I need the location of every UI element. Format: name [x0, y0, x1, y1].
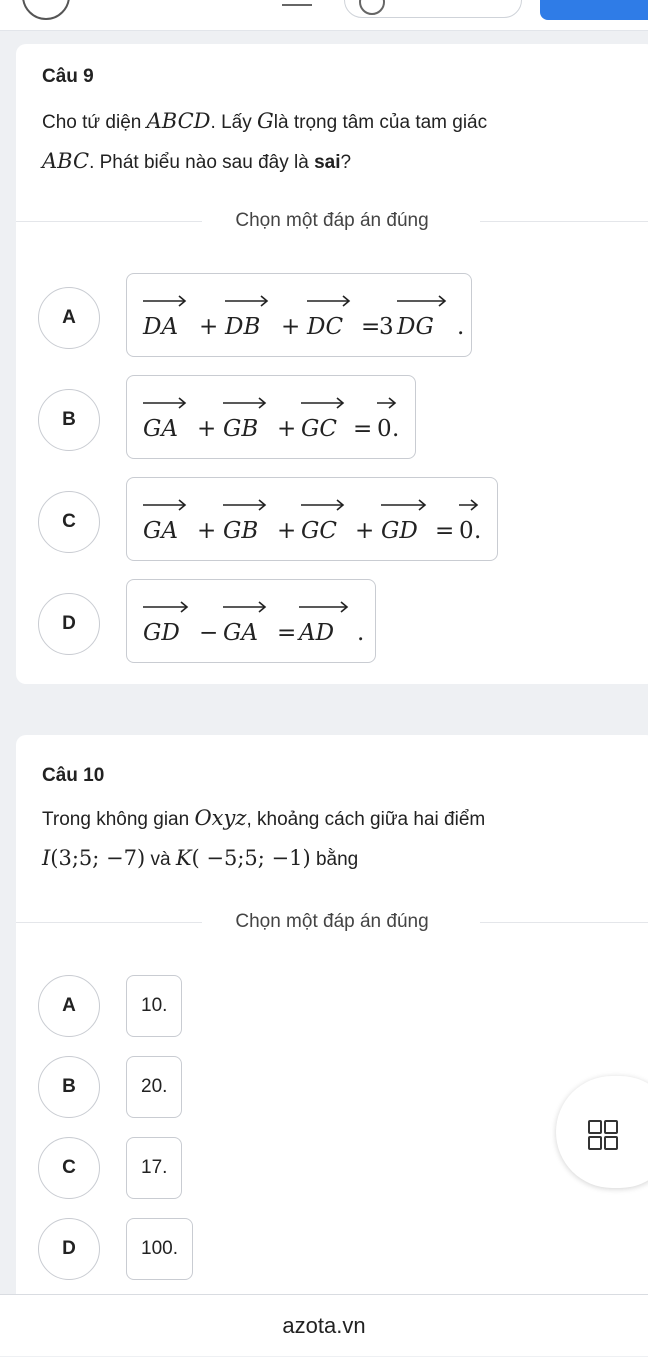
svg-text:GB: GB — [223, 518, 259, 544]
answer-prompt: Chọn một đáp án đúng — [235, 210, 429, 231]
svg-text:DB: DB — [225, 314, 261, 340]
svg-text:GD: GD — [143, 620, 180, 646]
footer-site-name: azota.vn — [0, 1294, 648, 1356]
svg-text:DC: DC — [307, 314, 344, 340]
timer-pill — [344, 0, 522, 18]
svg-text:=: = — [361, 314, 381, 340]
svg-text:GC: GC — [301, 416, 337, 442]
svg-text:.: . — [474, 518, 482, 544]
option-c[interactable] — [126, 477, 498, 561]
svg-text:GA: GA — [143, 518, 178, 544]
svg-text:DA: DA — [143, 314, 179, 340]
question-text: Cho tứ diện ABCD. Lấy Glà trọng tâm của tam giác ABC. Phát biểu nào sau đây là sai? — [42, 109, 488, 173]
option-letter-b[interactable]: B — [38, 1056, 100, 1118]
question-text: Trong không gian Oxyz, khoảng cách giữa hai điểm I(3;5; −7) và K( −5;5; −1) bằng — [42, 806, 486, 870]
grid-icon — [588, 1120, 618, 1150]
vector-expression — [142, 314, 464, 340]
svg-text:AD: AD — [299, 620, 335, 646]
top-toolbar — [0, 0, 648, 31]
option-letter-b[interactable]: B — [38, 389, 100, 451]
option-b[interactable] — [126, 375, 416, 459]
svg-text:GA: GA — [223, 620, 258, 646]
svg-text:=: = — [277, 620, 297, 646]
svg-text:0: 0 — [377, 416, 392, 442]
answer-prompt-divider — [16, 210, 648, 232]
svg-text:.: . — [392, 416, 400, 442]
svg-text:+: + — [281, 314, 301, 340]
option-d[interactable]: 100. — [126, 1218, 193, 1280]
option-letter-d[interactable]: D — [38, 593, 100, 655]
option-letter-c[interactable]: C — [38, 491, 100, 553]
option-b[interactable]: 20. — [126, 1056, 182, 1118]
svg-text:GC: GC — [301, 518, 337, 544]
option-letter-d[interactable]: D — [38, 1218, 100, 1280]
question-number: Câu 9 — [42, 66, 94, 87]
svg-text:+: + — [277, 416, 297, 442]
svg-text:3: 3 — [379, 314, 394, 340]
answer-prompt-divider — [16, 911, 648, 933]
svg-text:.: . — [357, 620, 365, 646]
svg-text:+: + — [197, 416, 217, 442]
option-letter-a[interactable]: A — [38, 975, 100, 1037]
back-circle-icon[interactable] — [22, 0, 70, 20]
svg-text:.: . — [457, 314, 465, 340]
svg-text:GA: GA — [143, 416, 178, 442]
question-card-10 — [16, 735, 648, 1295]
svg-text:+: + — [199, 314, 219, 340]
svg-text:0: 0 — [459, 518, 474, 544]
svg-text:−: − — [199, 620, 219, 646]
svg-text:+: + — [197, 518, 217, 544]
svg-text:DG: DG — [397, 314, 434, 340]
option-letter-c[interactable]: C — [38, 1137, 100, 1199]
option-c[interactable]: 17. — [126, 1137, 182, 1199]
svg-text:GD: GD — [381, 518, 418, 544]
option-d[interactable] — [126, 579, 376, 663]
menu-handle-icon[interactable] — [282, 4, 312, 6]
svg-text:=: = — [353, 416, 373, 442]
option-letter-a[interactable]: A — [38, 287, 100, 349]
submit-button[interactable] — [540, 0, 648, 20]
option-a[interactable] — [126, 273, 472, 357]
vector-expression — [143, 620, 364, 646]
option-a[interactable]: 10. — [126, 975, 182, 1037]
svg-text:=: = — [435, 518, 455, 544]
svg-text:GB: GB — [223, 416, 259, 442]
vector-expression — [143, 518, 481, 544]
clock-icon — [359, 0, 385, 15]
question-number: Câu 10 — [42, 765, 105, 786]
svg-text:+: + — [277, 518, 297, 544]
svg-text:+: + — [355, 518, 375, 544]
answer-prompt: Chọn một đáp án đúng — [235, 911, 429, 932]
vector-expression — [143, 416, 399, 442]
question-card-9 — [16, 44, 648, 684]
